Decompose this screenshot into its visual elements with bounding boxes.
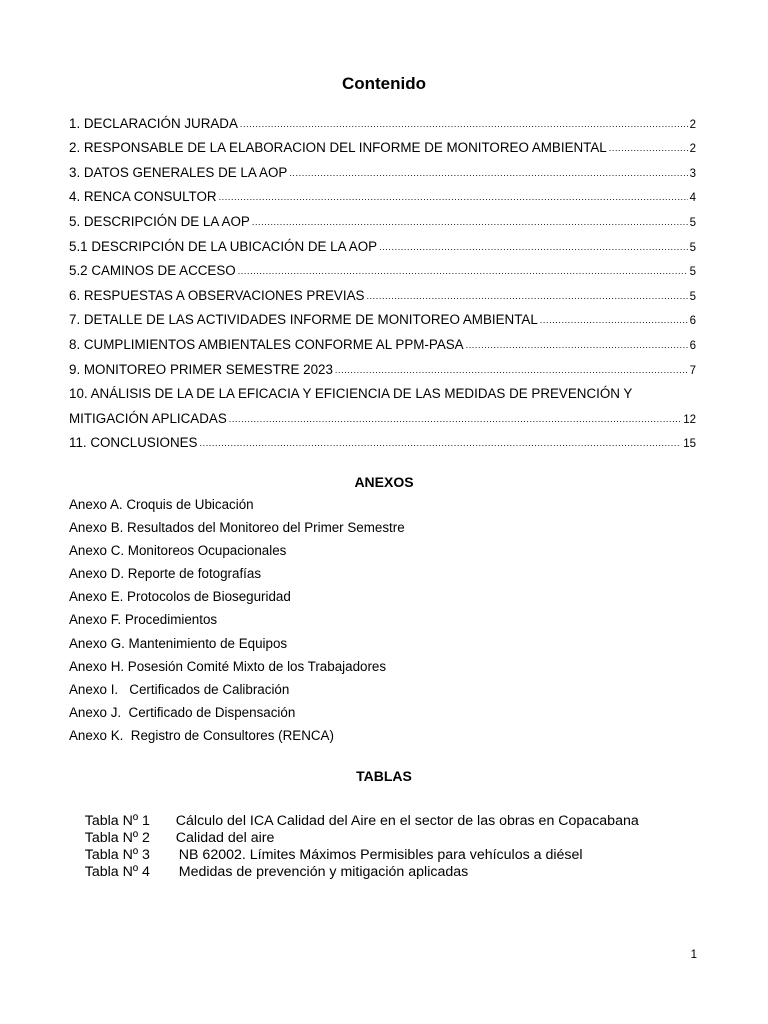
toc-entry-label: 4. RENCA CONSULTOR — [69, 189, 217, 205]
toc-entry[interactable] — [69, 204, 696, 229]
toc-entry[interactable] — [69, 155, 696, 180]
table-title: Cálculo del ICA Calidad del Aire en el sector de las obras en Copacabana — [175, 813, 639, 829]
toc-entry[interactable] — [69, 327, 696, 352]
toc-dot-leader — [229, 412, 681, 426]
table-list-item — [69, 797, 639, 829]
toc-entry-label: 2. RESPONSABLE DE LA ELABORACION DEL INFORME DE MONITOREO AMBIENTAL — [69, 140, 607, 156]
annex-item: Anexo E. Protocolos de Bioseguridad — [69, 589, 291, 605]
toc-entry-label: 5.1 DESCRIPCIÓN DE LA UBICACIÓN DE LA AOP — [69, 238, 378, 254]
annex-item: Anexo G. Mantenimiento de Equipos — [69, 635, 288, 651]
annex-item: Anexo B. Resultados del Monitoreo del Primer Semestre — [69, 520, 405, 536]
toc-entry-page: 12 — [683, 413, 696, 426]
annex-item: Anexo J. Certificado de Dispensación — [69, 704, 296, 720]
toc-dot-leader — [540, 313, 688, 327]
table-number: Tabla Nº 4 — [84, 864, 150, 880]
toc-entry-page: 2 — [689, 143, 696, 156]
toc-entry-label: 5.2 CAMINOS DE ACCESO — [69, 263, 236, 279]
toc-entry-label: 8. CUMPLIMIENTOS AMBIENTALES CONFORME AL PPM-PASA — [69, 336, 464, 352]
toc-entry[interactable] — [69, 254, 696, 279]
table-title: NB 62002. Límites Máximos Permisibles para vehículos a diésel — [178, 847, 583, 863]
annex-item: Anexo K. Registro de Consultores (RENCA) — [69, 727, 334, 743]
toc-dot-leader — [200, 436, 682, 450]
toc-dot-leader — [366, 289, 687, 303]
table-of-contents — [69, 106, 696, 450]
toc-dot-leader — [379, 240, 688, 254]
annex-item: Anexo D. Reporte de fotografías — [69, 566, 262, 582]
toc-entry-label: 6. RESPUESTAS A OBSERVACIONES PREVIAS — [69, 287, 365, 303]
toc-dot-leader — [466, 338, 688, 352]
toc-entry[interactable] — [69, 377, 696, 402]
toc-dot-leader — [252, 215, 688, 229]
toc-entry[interactable] — [69, 106, 696, 131]
toc-dot-leader — [609, 141, 688, 155]
toc-entry-page: 6 — [689, 339, 696, 352]
toc-entry-page: 4 — [689, 192, 696, 205]
annex-item: Anexo F. Procedimientos — [69, 612, 218, 628]
toc-entry-label: 5. DESCRIPCIÓN DE LA AOP — [69, 213, 250, 229]
toc-entry-label: 3. DATOS GENERALES DE LA AOP — [69, 164, 288, 180]
toc-entry-label: 1. DECLARACIÓN JURADA — [69, 115, 238, 131]
table-number: Tabla Nº 2 — [84, 830, 150, 846]
toc-dot-leader — [219, 190, 688, 204]
toc-entry[interactable] — [69, 426, 696, 451]
annex-list — [69, 497, 405, 751]
table-number: Tabla Nº 1 — [84, 813, 150, 829]
annex-item: Anexo I. Certificados de Calibración — [69, 681, 290, 697]
toc-dot-leader — [289, 166, 687, 180]
toc-entry-page: 2 — [689, 118, 696, 131]
toc-entry-continuation[interactable] — [69, 401, 696, 426]
toc-entry-page: 5 — [689, 241, 696, 254]
toc-entry[interactable] — [69, 352, 696, 377]
toc-entry-page: 5 — [689, 216, 696, 229]
toc-entry-label-continuation: MITIGACIÓN APLICADAS — [69, 410, 227, 426]
toc-entry[interactable] — [69, 131, 696, 156]
toc-entry-page: 5 — [689, 290, 696, 303]
table-number: Tabla Nº 3 — [84, 847, 150, 863]
table-title: Calidad del aire — [175, 830, 275, 846]
tables-heading: TABLAS — [356, 768, 412, 784]
toc-entry-page: 3 — [689, 167, 696, 180]
toc-entry[interactable] — [69, 303, 696, 328]
toc-dot-leader — [240, 117, 688, 131]
annex-item: Anexo C. Monitoreos Ocupacionales — [69, 543, 287, 559]
toc-entry-page: 7 — [689, 364, 696, 377]
table-list — [69, 797, 639, 880]
table-title: Medidas de prevención y mitigación aplicadas — [178, 864, 469, 880]
toc-dot-leader — [238, 264, 688, 278]
page-title: Contenido — [341, 74, 427, 93]
toc-entry-page: 5 — [689, 266, 696, 279]
toc-entry-page: 6 — [689, 315, 696, 328]
toc-entry[interactable] — [69, 180, 696, 205]
toc-entry[interactable] — [69, 229, 696, 254]
toc-entry-page: 15 — [683, 438, 696, 451]
toc-entry[interactable] — [69, 278, 696, 303]
annex-item: Anexo A. Croquis de Ubicación — [69, 497, 254, 512]
toc-entry-label: 11. CONCLUSIONES — [69, 435, 198, 451]
toc-entry-label: 9. MONITOREO PRIMER SEMESTRE 2023 — [69, 361, 333, 377]
toc-dot-leader — [335, 363, 688, 377]
annex-item: Anexo H. Posesión Comité Mixto de los Trabajadores — [69, 658, 387, 674]
annexes-heading: ANEXOS — [354, 474, 414, 490]
toc-entry-label: 10. ANÁLISIS DE LA DE LA EFICACIA Y EFICIENCIA DE LAS MEDIDAS DE PREVENCIÓN Y — [69, 386, 633, 402]
toc-entry-label: 7. DETALLE DE LAS ACTIVIDADES INFORME DE MONITOREO AMBIENTAL — [69, 312, 538, 328]
page-number: 1 — [690, 949, 697, 961]
